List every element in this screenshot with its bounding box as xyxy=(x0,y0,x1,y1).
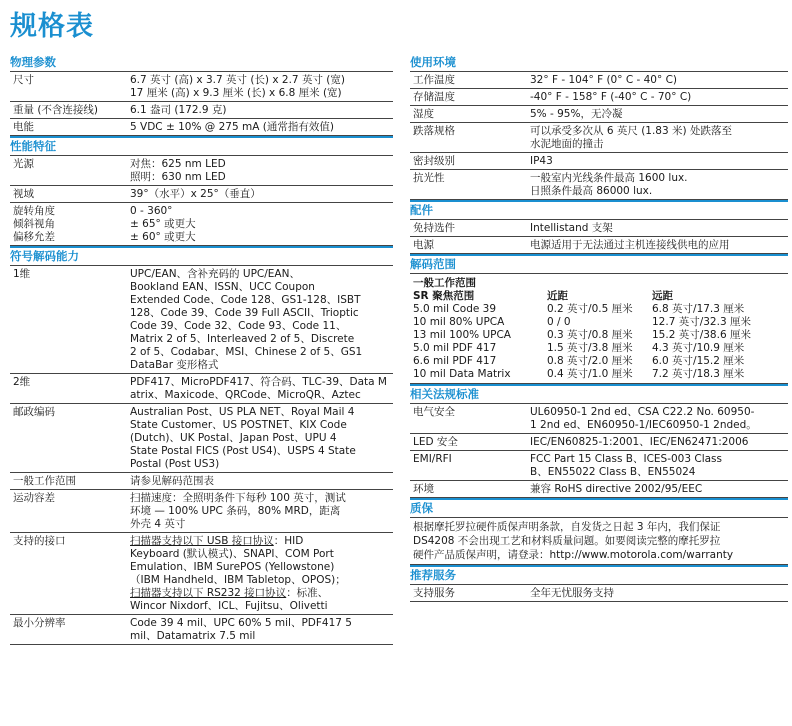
spec-value: 5 VDC ± 10% @ 275 mA (通常指有效值) xyxy=(130,121,334,133)
table-cell: 13 mil 100% UPCA xyxy=(413,329,511,341)
spec-line: 1 2nd ed、EN60950-1/IEC60950-1 2nded。 xyxy=(530,419,757,431)
table-cell: 0.4 英寸/1.0 厘米 xyxy=(547,368,633,380)
warranty-line: 硬件产品质保声明，请登录：http://www.motorola.com/warranty xyxy=(413,549,734,561)
spec-label: 尺寸 xyxy=(13,74,34,86)
spec-line: B、EN55022 Class B、EN55024 xyxy=(530,466,696,478)
spec-label: EMI/RFI xyxy=(413,453,452,465)
table-row xyxy=(410,329,788,342)
table-row xyxy=(410,342,788,355)
spec-value: 兼容 RoHS directive 2002/95/EEC xyxy=(530,483,703,495)
spec-line: Postal (Post US3) xyxy=(130,458,220,470)
warranty-line: 根据摩托罗拉硬件质保声明条款，自发货之日起 3 年内，我们保证 xyxy=(413,521,721,533)
decode-range-table xyxy=(410,290,788,381)
spec-line: 扫描速度：全照明条件下每秒 100 英寸，测试 xyxy=(130,492,346,504)
spec-label: 密封级别 xyxy=(413,155,455,167)
spec-line: FCC Part 15 Class B、ICES-003 Class xyxy=(530,453,722,465)
spec-row-angles xyxy=(10,203,393,246)
spec-row-humidity xyxy=(410,106,788,123)
spec-line: 一般室内光线条件最高 1600 lux. xyxy=(530,172,688,184)
spec-line: mil、Datamatrix 7.5 mil xyxy=(130,630,256,642)
page-title: 规格表 xyxy=(10,11,94,42)
spec-value: 电源适用于无法通过主机连接线供电的应用 xyxy=(530,239,730,251)
spec-value xyxy=(130,376,393,402)
spec-line: Bookland EAN、ISSN、UCC Coupon xyxy=(130,281,315,293)
spec-line: ± 65° 或更大 xyxy=(130,218,196,230)
spec-line: 2 of 5、Codabar、MSI、Chinese 2 of 5、GS1 xyxy=(130,346,363,358)
spec-label-group xyxy=(10,205,130,244)
spec-value xyxy=(130,406,393,471)
spec-row-environmental xyxy=(410,481,788,498)
spec-label: 偏移允差 xyxy=(13,231,55,243)
spec-value xyxy=(130,74,393,100)
spec-value xyxy=(530,125,788,151)
spec-label: 电气安全 xyxy=(413,406,455,418)
spec-line: UL60950-1 2nd ed、CSA C22.2 No. 60950- xyxy=(530,406,755,418)
spec-value xyxy=(130,492,393,531)
spec-value xyxy=(130,158,393,184)
spec-label: 运动容差 xyxy=(13,492,55,504)
spec-value: 32° F - 104° F (0° C - 40° C) xyxy=(530,74,677,86)
spec-line: Keyboard (默认模式)、SNAPI、COM Port xyxy=(130,548,334,560)
spec-line: DataBar 变形格式 xyxy=(130,359,219,371)
table-cell: 5.0 mil PDF 417 xyxy=(413,342,497,354)
section-decode-heading: 符号解码能力 xyxy=(10,246,393,266)
spec-label: 倾斜视角 xyxy=(13,218,55,230)
spec-line: Wincor Nixdorf、ICL、Fujitsu、Olivetti xyxy=(130,600,328,612)
spec-line: Australian Post、US PLA NET、Royal Mail 4 xyxy=(130,406,355,418)
spec-row-motion xyxy=(10,490,393,533)
spec-value: -40° F - 158° F (-40° C - 70° C) xyxy=(530,91,692,103)
section-services-heading: 推荐服务 xyxy=(410,565,788,585)
decode-range-table-block xyxy=(410,274,788,384)
spec-label: 支持的接口 xyxy=(13,535,66,547)
spec-row-light-source xyxy=(10,156,393,186)
spec-value: IP43 xyxy=(530,155,553,167)
spec-line xyxy=(130,535,391,548)
table-cell: 10 mil Data Matrix xyxy=(413,368,511,380)
spec-line: 128、Code 39、Code 39 Full ASCII、Trioptic xyxy=(130,307,359,319)
section-performance-heading: 性能特征 xyxy=(10,136,393,156)
table-row xyxy=(410,303,788,316)
spec-row-working-range xyxy=(10,473,393,490)
table-cell: 0.2 英寸/0.5 厘米 xyxy=(547,303,633,315)
table-cell: 10 mil 80% UPCA xyxy=(413,316,505,328)
spec-value xyxy=(130,268,393,372)
spec-line: State Postal FICS (Post US4)、USPS 4 State xyxy=(130,445,356,457)
spec-label: 邮政编码 xyxy=(13,406,55,418)
spec-row-electrical-safety xyxy=(410,404,788,434)
spec-row-storage-temp xyxy=(410,89,788,106)
spec-line: 日照条件最高 86000 lux. xyxy=(530,185,653,197)
spec-value: 请参见解码范围表 xyxy=(130,475,214,487)
spec-label: 湿度 xyxy=(413,108,434,120)
table-cell: 6.0 英寸/15.2 厘米 xyxy=(652,355,745,367)
spec-row-support-services xyxy=(410,585,788,602)
table-cell: 0 / 0 xyxy=(547,316,571,328)
spec-label: 旋转角度 xyxy=(13,205,55,217)
column-header: SR 聚焦范围 xyxy=(413,290,475,302)
spec-label: 电源 xyxy=(413,239,434,251)
spec-value: Intellistand 支架 xyxy=(530,222,613,234)
table-cell: 12.7 英寸/32.3 厘米 xyxy=(652,316,751,328)
spec-line: Emulation、IBM SurePOS (Yellowstone) xyxy=(130,561,335,573)
table-cell: 4.3 英寸/10.9 厘米 xyxy=(652,342,745,354)
section-environment-heading: 使用环境 xyxy=(410,54,788,72)
spec-line: （IBM Handheld、IBM Tabletop、OPOS)； xyxy=(130,574,346,586)
spec-label: 抗光性 xyxy=(413,172,445,184)
spec-label: 工作温度 xyxy=(413,74,455,86)
spec-label: 跌落规格 xyxy=(413,125,455,137)
spec-value: IEC/EN60825-1:2001、IEC/EN62471:2006 xyxy=(530,436,749,448)
spec-line: 环境 — 100% UPC 条码，80% MRD，距离 xyxy=(130,505,341,517)
spec-row-drop xyxy=(410,123,788,153)
table-cell: 1.5 英寸/3.8 厘米 xyxy=(547,342,633,354)
spec-line: (Dutch)、UK Postal、Japan Post、UPU 4 xyxy=(130,432,337,444)
spec-label: 一般工作范围 xyxy=(13,475,76,487)
rs232-protocol-link: 扫描器支持以下 RS232 接口协议 xyxy=(130,587,287,599)
column-header: 远距 xyxy=(652,290,673,302)
spec-label: LED 安全 xyxy=(413,436,458,448)
spec-line: 可以承受多次从 6 英尺 (1.83 米) 处跌落至 xyxy=(530,125,732,137)
spec-row-1d xyxy=(10,266,393,374)
table-row xyxy=(410,368,788,381)
table-row xyxy=(410,316,788,329)
spec-row-weight xyxy=(10,102,393,119)
spec-value xyxy=(130,205,393,244)
spec-text: ：HID xyxy=(273,535,304,547)
spec-value xyxy=(530,172,788,198)
spec-value xyxy=(530,453,788,479)
table-cell: 0.8 英寸/2.0 厘米 xyxy=(547,355,633,367)
warranty-text xyxy=(410,518,788,565)
spec-row-stand xyxy=(410,220,788,237)
spec-label: 环境 xyxy=(413,483,434,495)
warranty-line: DS4208 不会出现工艺和材料质量问题。如要阅读完整的摩托罗拉 xyxy=(413,535,721,547)
spec-label: 电能 xyxy=(13,121,34,133)
spec-row-dimensions xyxy=(10,72,393,102)
spec-row-power xyxy=(10,119,393,136)
spec-value: 全年无忧服务支持 xyxy=(530,587,614,599)
spec-row-power-supply xyxy=(410,237,788,254)
spec-value: 5% - 95%，无冷凝 xyxy=(530,108,623,120)
spec-label: 视域 xyxy=(13,188,34,200)
spec-line xyxy=(130,587,391,600)
section-accessories-heading: 配件 xyxy=(410,200,788,220)
spec-label: 2维 xyxy=(13,376,31,388)
decode-range-subheading: 一般工作范围 xyxy=(413,277,476,289)
spec-line: 对焦：625 nm LED xyxy=(130,158,226,170)
spec-value xyxy=(130,535,393,613)
spec-value xyxy=(130,617,393,643)
section-regulatory-heading: 相关法规标准 xyxy=(410,384,788,404)
spec-line: 0 - 360° xyxy=(130,205,173,217)
spec-line: ± 60° 或更大 xyxy=(130,231,196,243)
spec-line: Code 39、Code 32、Code 93、Code 11、 xyxy=(130,320,347,332)
spec-row-resolution xyxy=(10,615,393,645)
spec-line: 外壳 4 英寸 xyxy=(130,518,186,530)
table-cell: 6.8 英寸/17.3 厘米 xyxy=(652,303,745,315)
table-header-row xyxy=(410,290,788,303)
spec-row-led-safety xyxy=(410,434,788,451)
spec-label: 重量 (不含连接线) xyxy=(13,104,99,116)
spec-row-ambient-light xyxy=(410,170,788,200)
right-column xyxy=(410,54,788,602)
spec-line: 17 厘米 (高) x 9.3 厘米 (长) x 6.8 厘米 (宽) xyxy=(130,87,342,99)
spec-line: Code 39 4 mil、UPC 60% 5 mil、PDF417 5 xyxy=(130,617,352,629)
spec-line: 水泥地面的撞击 xyxy=(530,138,604,150)
spec-row-field-of-view xyxy=(10,186,393,203)
table-cell: 7.2 英寸/18.3 厘米 xyxy=(652,368,745,380)
spec-label: 支持服务 xyxy=(413,587,455,599)
spec-line: PDF417、MicroPDF417、符合码、TLC-39、Data M xyxy=(130,376,387,388)
table-cell: 0.3 英寸/0.8 厘米 xyxy=(547,329,633,341)
table-row xyxy=(410,355,788,368)
table-cell: 5.0 mil Code 39 xyxy=(413,303,497,315)
spec-row-interfaces xyxy=(10,533,393,615)
spec-line: State Customer、US POSTNET、KIX Code xyxy=(130,419,347,431)
spec-value xyxy=(530,406,788,432)
spec-line: 照明：630 nm LED xyxy=(130,171,226,183)
spec-text: ：标准、 xyxy=(286,587,329,599)
spec-line: Extended Code、Code 128、GS1-128、ISBT xyxy=(130,294,361,306)
table-cell: 15.2 英寸/38.6 厘米 xyxy=(652,329,751,341)
spec-value: 6.1 盎司 (172.9 克) xyxy=(130,104,227,116)
section-warranty-heading: 质保 xyxy=(410,498,788,518)
spec-label: 光源 xyxy=(13,158,34,170)
left-column xyxy=(10,54,393,645)
spec-line: 6.7 英寸 (高) x 3.7 英寸 (长) x 2.7 英寸 (宽) xyxy=(130,74,345,86)
spec-row-postal xyxy=(10,404,393,473)
section-physical-heading: 物理参数 xyxy=(10,54,393,72)
usb-protocol-link: 扫描器支持以下 USB 接口协议 xyxy=(130,535,274,547)
spec-value: 39°（水平）x 25°（垂直） xyxy=(130,188,261,200)
spec-row-op-temp xyxy=(410,72,788,89)
spec-row-seal xyxy=(410,153,788,170)
spec-line: atrix、Maxicode、QRCode、MicroQR、Aztec xyxy=(130,389,361,401)
spec-label: 最小分辨率 xyxy=(13,617,66,629)
spec-line: UPC/EAN、含补充码的 UPC/EAN、 xyxy=(130,268,300,280)
spec-line: Matrix 2 of 5、Interleaved 2 of 5、Discrete xyxy=(130,333,355,345)
spec-row-emi xyxy=(410,451,788,481)
column-header: 近距 xyxy=(547,290,568,302)
spec-row-2d xyxy=(10,374,393,404)
spec-label: 免持选件 xyxy=(413,222,455,234)
spec-label: 1维 xyxy=(13,268,31,280)
table-cell: 6.6 mil PDF 417 xyxy=(413,355,497,367)
spec-label: 存储温度 xyxy=(413,91,455,103)
section-decode-range-heading: 解码范围 xyxy=(410,254,788,274)
